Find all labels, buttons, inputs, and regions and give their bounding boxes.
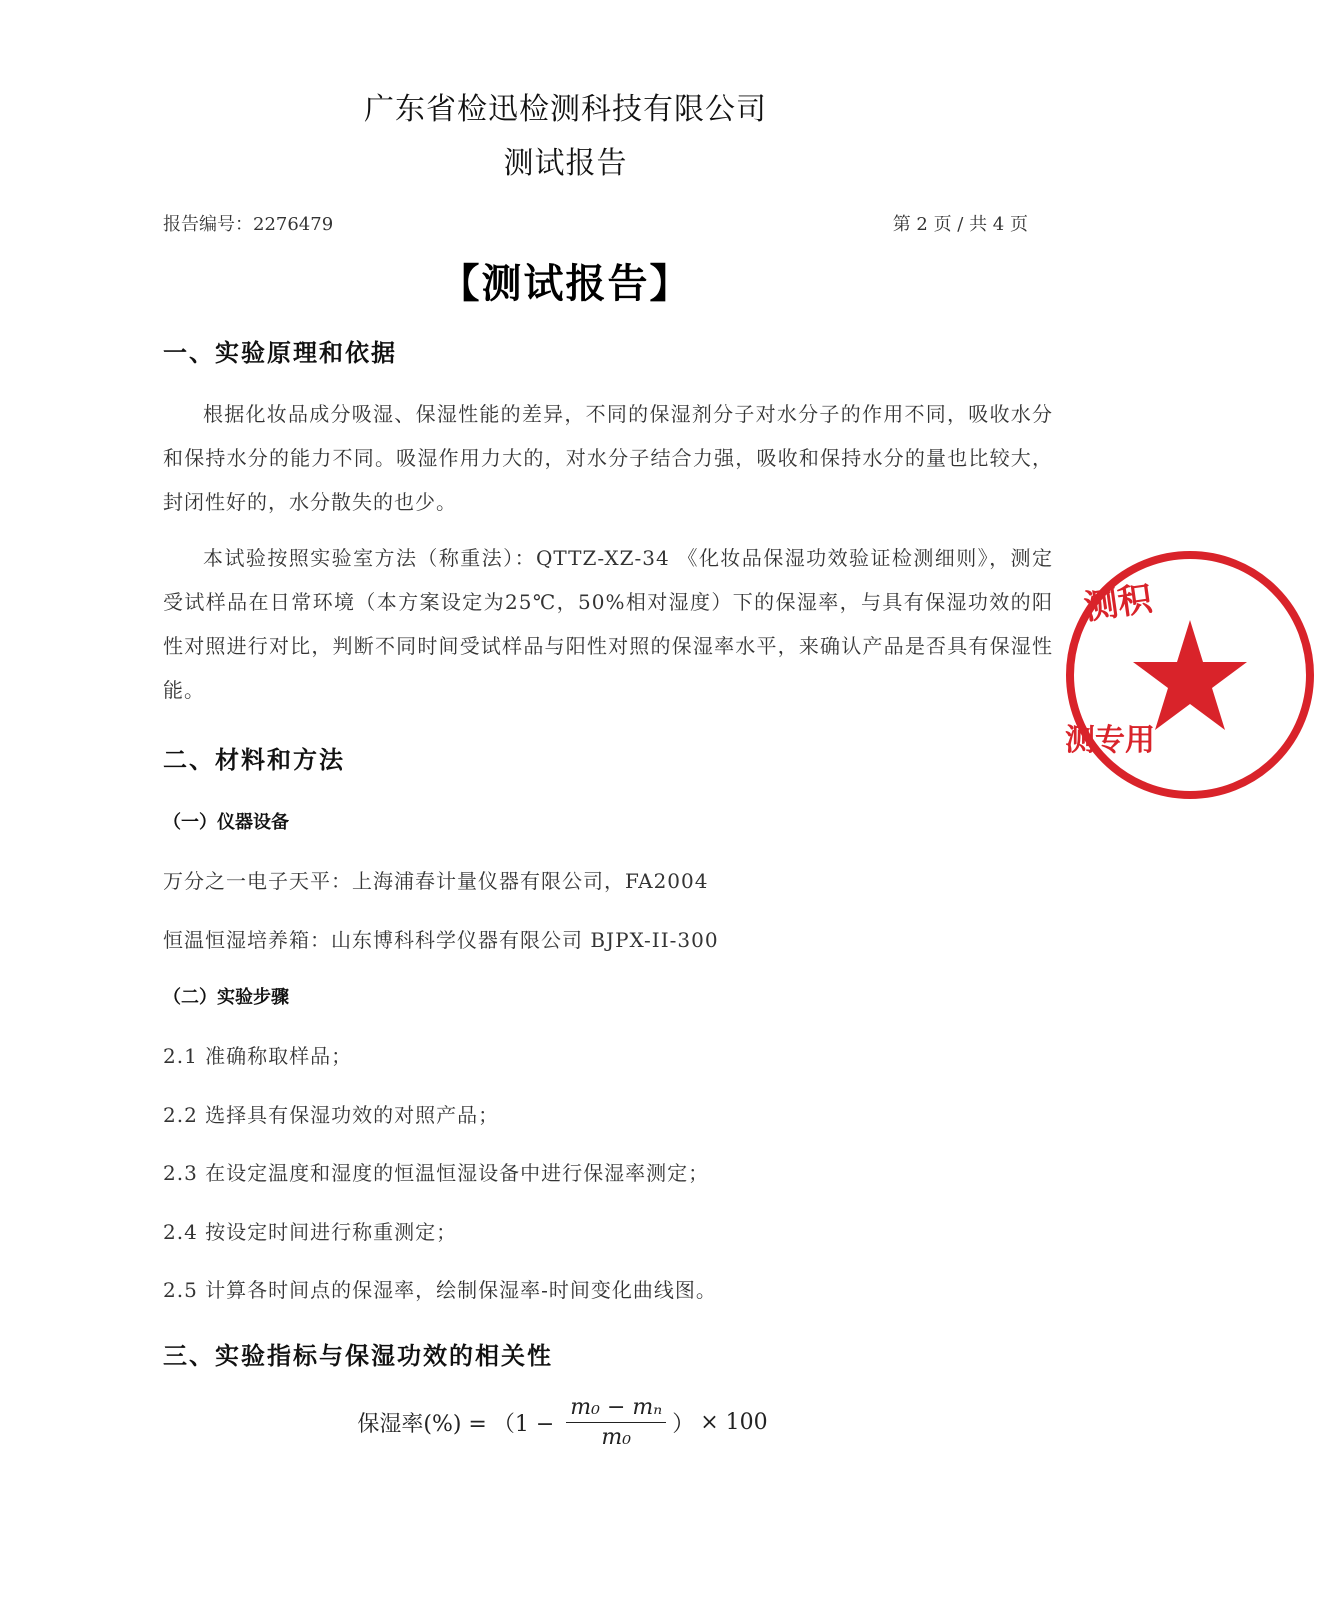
official-seal-stamp <box>1055 540 1155 810</box>
subsection-steps-heading: （二）实验步骤 <box>163 987 289 1008</box>
main-title: 【测试报告】 <box>439 261 692 307</box>
formula-lhs: 保湿率(%) = <box>357 1412 487 1437</box>
formula-tail: × 100 <box>700 1410 768 1435</box>
formula-close: ） <box>672 1412 695 1437</box>
formula-numerator: m₀ − mₙ <box>566 1395 666 1423</box>
seal-text-top: 测积 <box>1081 578 1155 629</box>
page-indicator: 第 2 页 / 共 4 页 <box>892 214 1028 235</box>
section-1-paragraph-1: 根据化妆品成分吸湿、保湿性能的差异，不同的保湿剂分子对水分子的作用不同，吸收水分和保持水分的能力不同。吸湿作用力大的，对水分子结合力强，吸收和保持水分的量也比较大，封闭性好的，水分散失的也少。 <box>163 402 1053 514</box>
formula-fraction <box>566 1395 666 1450</box>
section-2-heading: 二、材料和方法 <box>163 745 345 774</box>
report-number-label: 报告编号： <box>163 214 253 235</box>
seal-star <box>1133 620 1247 730</box>
equipment-incubator: 恒温恒湿培养箱：山东博科科学仪器有限公司 BJPX-II-300 <box>163 928 719 952</box>
step-item: 2.1 准确称取样品； <box>163 1044 353 1068</box>
formula-denominator: m₀ <box>601 1425 632 1450</box>
report-number <box>163 210 333 236</box>
company-name: 广东省检迅检测科技有限公司 <box>364 92 767 127</box>
moisture-retention-formula <box>0 1395 1131 1450</box>
step-item: 2.3 在设定温度和湿度的恒温恒湿设备中进行保湿率测定； <box>163 1161 710 1185</box>
step-item: 2.2 选择具有保湿功效的对照产品； <box>163 1103 500 1127</box>
section-1-heading: 一、实验原理和依据 <box>163 338 397 367</box>
equipment-balance: 万分之一电子天平：上海浦春计量仪器有限公司，FA2004 <box>163 869 709 893</box>
seal-text-bottom: 测专用 <box>1065 723 1155 758</box>
step-item: 2.4 按设定时间进行称重测定； <box>163 1220 458 1244</box>
seal-icon <box>1055 540 1325 810</box>
section-1-paragraph-2: 本试验按照实验室方法（称重法）：QTTZ-XZ-34 《化妆品保湿功效验证检测细则》，测定受试样品在日常环境（本方案设定为25℃，50%相对湿度）下的保湿率，与具有保湿功效的阳性对照进行对比，判断不同时间受试样品与阳性对照的保湿率水平，来确认产品是否具有保湿性能。 <box>163 546 1053 702</box>
subsection-equipment-heading: （一）仪器设备 <box>163 812 289 833</box>
report-number-value: 2276479 <box>253 214 334 235</box>
section-3-heading: 三、实验指标与保湿功效的相关性 <box>163 1341 553 1370</box>
formula-open: （1 − <box>492 1412 555 1437</box>
document-title: 测试报告 <box>503 146 628 181</box>
step-item: 2.5 计算各时间点的保湿率，绘制保湿率-时间变化曲线图。 <box>163 1278 717 1302</box>
